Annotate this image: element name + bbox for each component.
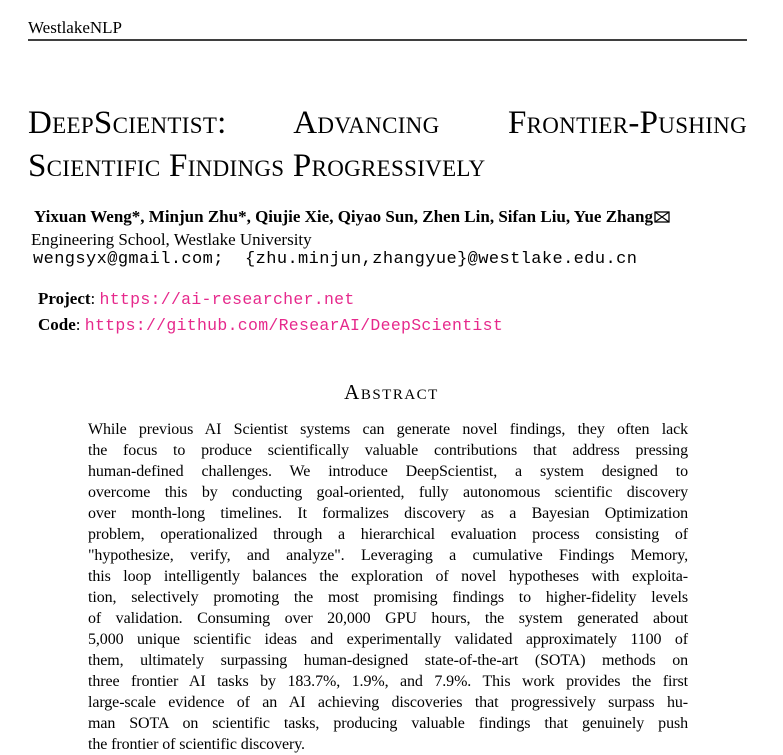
envelope-icon: [654, 207, 670, 229]
header-rule: [28, 39, 747, 41]
paper-title: [28, 102, 747, 188]
abstract-line: them, ultimately surpassing human-designed state-of-the-art (SOTA) methods on: [88, 652, 688, 669]
abstract-line: problem, operationalized through a hierarchical evaluation process consisting of: [88, 526, 688, 543]
paper-title-line-2: Scientific Findings Progressively: [28, 148, 486, 184]
abstract-line: this loop intelligently balances the exploration of novel hypotheses with exploita-: [88, 568, 688, 585]
resource-links: [38, 286, 503, 338]
project-link-row: [38, 286, 503, 312]
abstract-line: man SOTA on scientific tasks, producing valuable findings that genuinely push: [88, 715, 688, 732]
code-link-row: [38, 312, 503, 338]
code-label: Code: [38, 315, 76, 334]
abstract-line: of validation. Consuming over 20,000 GPU hours, the system generated about: [88, 610, 688, 627]
abstract-line: tion, selectively promoting the most promising findings to higher-fidelity levels: [88, 589, 688, 606]
abstract-line: human-defined challenges. We introduce DeepScientist, a system designed to: [88, 463, 688, 480]
abstract-line: overcome this by conducting goal-oriented, fully autonomous scientific discovery: [88, 484, 688, 501]
affiliation: Engineering School, Westlake University: [31, 230, 312, 249]
abstract-line: While previous AI Scientist systems can generate novel findings, they often lack: [88, 421, 688, 438]
project-url-link[interactable]: https://ai-researcher.net: [99, 290, 355, 309]
abstract-line: the focus to produce scientifically valuable contributions that address pressing: [88, 442, 688, 459]
abstract-line: "hypothesize, verify, and analyze". Leveraging a cumulative Findings Memory,: [88, 547, 688, 564]
code-url-link[interactable]: https://github.com/ResearAI/DeepScientist: [84, 316, 504, 335]
abstract-body: [88, 419, 688, 755]
abstract-line: the frontier of scientific discovery.: [88, 736, 305, 753]
abstract-line: over month-long timelines. It formalizes discovery as a Bayesian Optimization: [88, 505, 688, 522]
author-names: Yixuan Weng*, Minjun Zhu*, Qiujie Xie, Qiyao Sun, Zhen Lin, Sifan Liu, Yue Zhang: [34, 207, 653, 226]
project-separator: :: [90, 289, 100, 308]
abstract-line: three frontier AI tasks by 183.7%, 1.9%, and 7.9%. This work provides the first: [88, 673, 688, 690]
running-header-title: WestlakeNLP: [28, 18, 122, 37]
abstract-heading: Abstract: [344, 380, 439, 404]
abstract-line: 5,000 unique scientific ideas and experimentally validated approximately 1100 of: [88, 631, 688, 648]
code-separator: :: [75, 315, 85, 334]
author-emails: wengsyx@gmail.com; {zhu.minjun,zhangyue}@westlake.edu.cn: [33, 250, 638, 269]
paper-title-line-1: DeepScientist: Advancing Frontier-Pushing: [28, 105, 747, 141]
authors-line: [34, 206, 747, 229]
abstract-line: large-scale evidence of an AI achieving discoveries that progressively surpass hu-: [88, 694, 688, 711]
project-label: Project: [38, 289, 91, 308]
